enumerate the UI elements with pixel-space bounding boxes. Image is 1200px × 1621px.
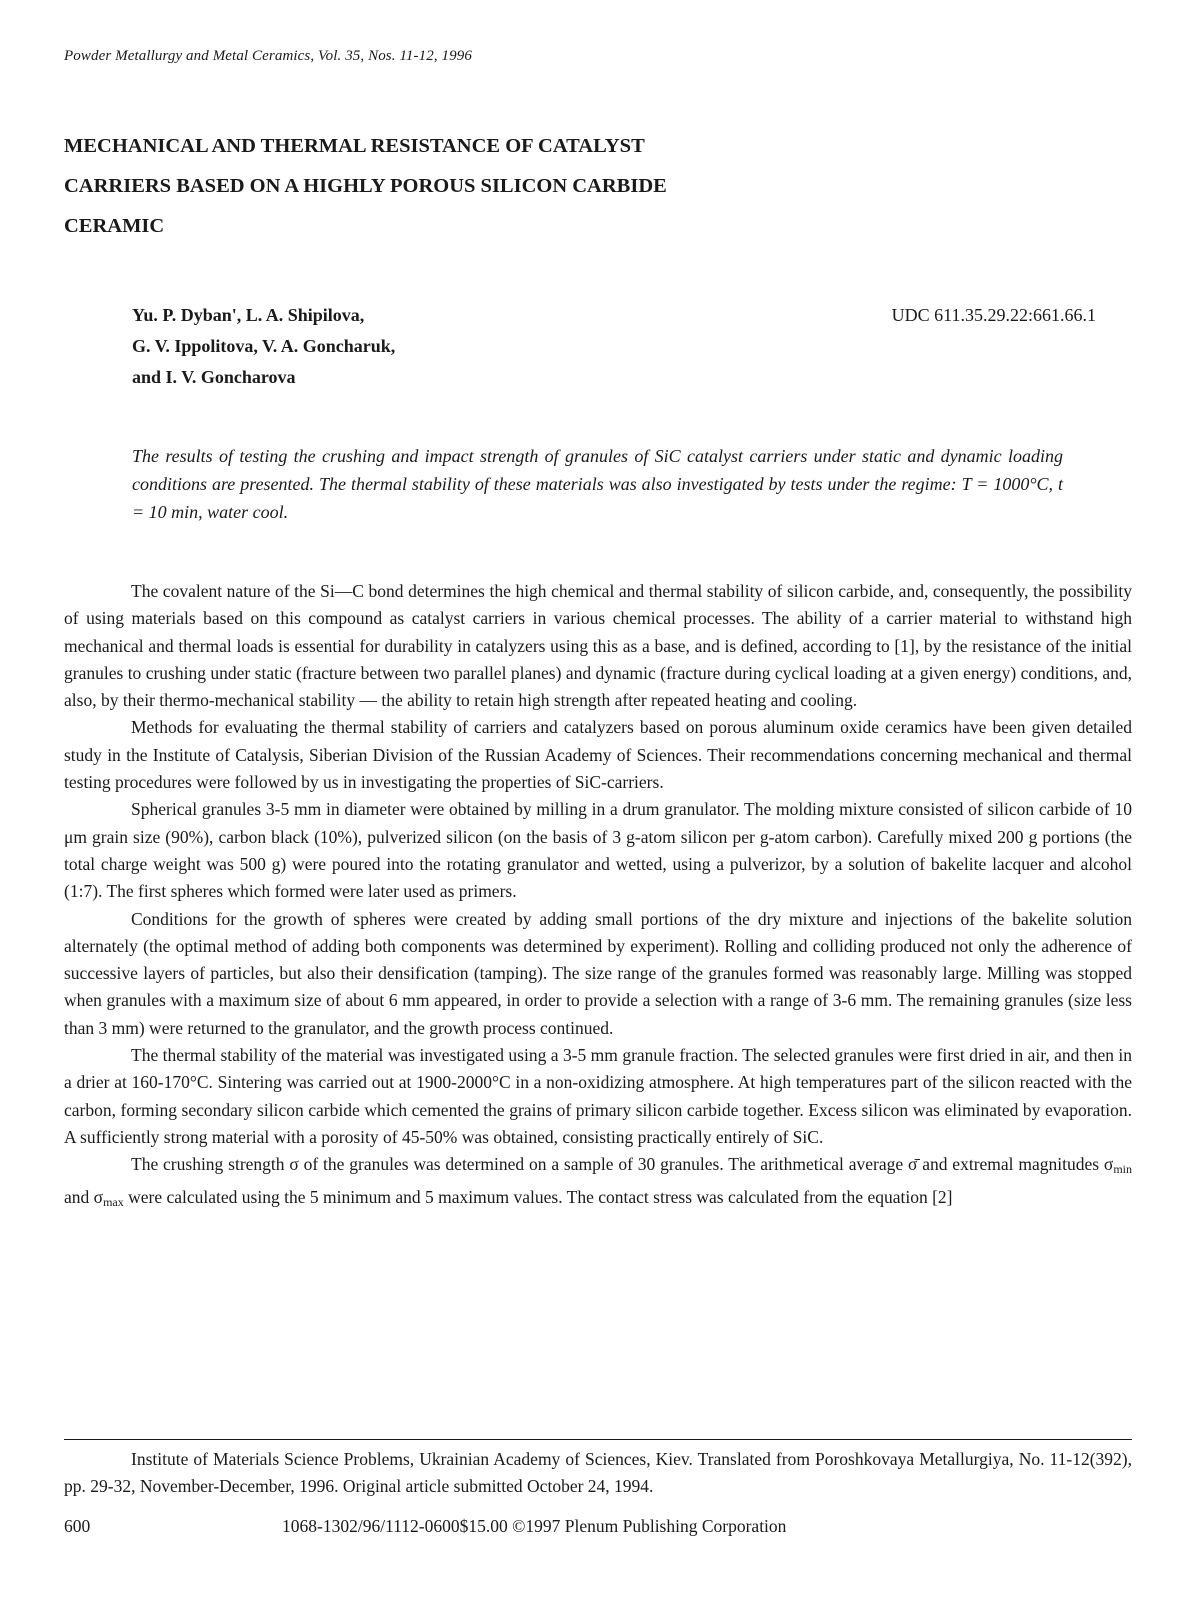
- page-number: 600: [64, 1516, 91, 1536]
- issn-copyright-line: 1068-1302/96/1112-0600$15.00 ©1997 Plenum Publishing Corporation: [282, 1516, 787, 1536]
- body-paragraph: Conditions for the growth of spheres were created by adding small portions of the dry mixture and injections of the bakelite solution alternately (the optimal method of adding both components was determined by experiment). Rolling and colliding produced not only the adherence of successive layers of particles, but also their densification (tamping). The size range of the granules formed was reasonably large. Milling was stopped when granules with a maximum size of about 6 mm appeared, in order to provide a selection with a range of 3-6 mm. The remaining granules (size less than 3 mm) were returned to the granulator, and the growth process continued.: [64, 908, 1132, 1038]
- footnote: [64, 1446, 1132, 1500]
- title-line: CARRIERS BASED ON A HIGHLY POROUS SILICON CARBIDE: [64, 175, 667, 197]
- subscript-min: min: [1113, 1162, 1132, 1177]
- abstract: The results of testing the crushing and impact strength of granules of SiC catalyst carriers under static and dynamic loading conditions are presented. The thermal stability of these materials was also investigated by tests under the regime: T = 1000°C, t = 10 min, water cool.: [132, 446, 1063, 522]
- body-paragraph: The thermal stability of the material was investigated using a 3-5 mm granule fraction. The selected granules were first dried in air, and then in a drier at 160-170°C. Sintering was carried out at 1900-2000°C in a non-oxidizing atmosphere. At high temperatures part of the silicon reacted with the carbon, forming secondary silicon carbide which cemented the grains of primary silicon carbide together. Excess silicon was eliminated by evaporation. A sufficiently strong material with a porosity of 45-50% was obtained, consisting practically entirely of SiC.: [64, 1045, 1132, 1147]
- footnote-divider: [64, 1439, 1132, 1440]
- subscript-max: max: [103, 1194, 124, 1209]
- title-line: MECHANICAL AND THERMAL RESISTANCE OF CATALYST: [64, 135, 645, 157]
- body-paragraph: Methods for evaluating the thermal stability of carriers and catalyzers based on porous aluminum oxide ceramics have been given detailed study in the Institute of Catalysis, Siberian Division of the Russian Academy of Sciences. Their recommendations concerning mechanical and thermal testing procedures were followed by us in investigating the properties of SiC-carriers.: [64, 717, 1132, 793]
- journal-header: Powder Metallurgy and Metal Ceramics, Vol. 35, Nos. 11-12, 1996: [64, 48, 472, 64]
- paragraph-text: and σ: [64, 1186, 104, 1207]
- body-paragraph: [64, 1151, 1132, 1216]
- footnote-text: Institute of Materials Science Problems, Ukrainian Academy of Sciences, Kiev. Translated from Poroshkovaya Metallurgiya, No. 11-12(392), pp. 29-32, November-December, 1996. Original article submitted October 24, 1994.: [64, 1449, 1132, 1496]
- body-paragraph: The covalent nature of the Si—C bond determines the high chemical and thermal stability of silicon carbide, and, consequently, the possibility of using materials based on this compound as catalyst carriers in various chemical processes. The ability of a carrier material to withstand high mechanical and thermal loads is essential for durability in catalyzers using this as a base, and is defined, according to [1], by the resistance of the initial granules to crushing under static (fracture between two parallel planes) and dynamic (fracture during cyclical loading at a given energy) conditions, and, also, by their thermo-mechanical stability — the ability to retain high strength after repeated heating and cooling.: [64, 581, 1132, 711]
- title-line: CERAMIC: [64, 215, 165, 237]
- author-line: and I. V. Goncharova: [132, 367, 296, 387]
- author-line: G. V. Ippolitova, V. A. Goncharuk,: [132, 336, 396, 356]
- paragraph-text: were calculated using the 5 minimum and 5 maximum values. The contact stress was calculated from the equation [2]: [123, 1186, 953, 1207]
- author-list: [132, 300, 552, 393]
- body-text: [64, 578, 1132, 1216]
- body-paragraph: Spherical granules 3-5 mm in diameter were obtained by milling in a drum granulator. The molding mixture consisted of silicon carbide of 10 μm grain size (90%), carbon black (10%), pulverized silicon (on the basis of 3 g-atom silicon per g-atom carbon). Carefully mixed 200 g portions (the total charge weight was 500 g) were poured into the rotating granulator and wetted, using a pulverizor, by a solution of bakelite lacquer and alcohol (1:7). The first spheres which formed were later used as primers.: [64, 799, 1132, 902]
- paragraph-text: The crushing strength σ of the granules was determined on a sample of 30 granules. The arithmetical average σ̄ and extremal magnitudes σ: [131, 1154, 1114, 1175]
- udc-code: UDC 611.35.29.22:661.66.1: [891, 305, 1096, 325]
- article-title: [64, 126, 864, 246]
- author-line: Yu. P. Dyban', L. A. Shipilova,: [132, 305, 365, 325]
